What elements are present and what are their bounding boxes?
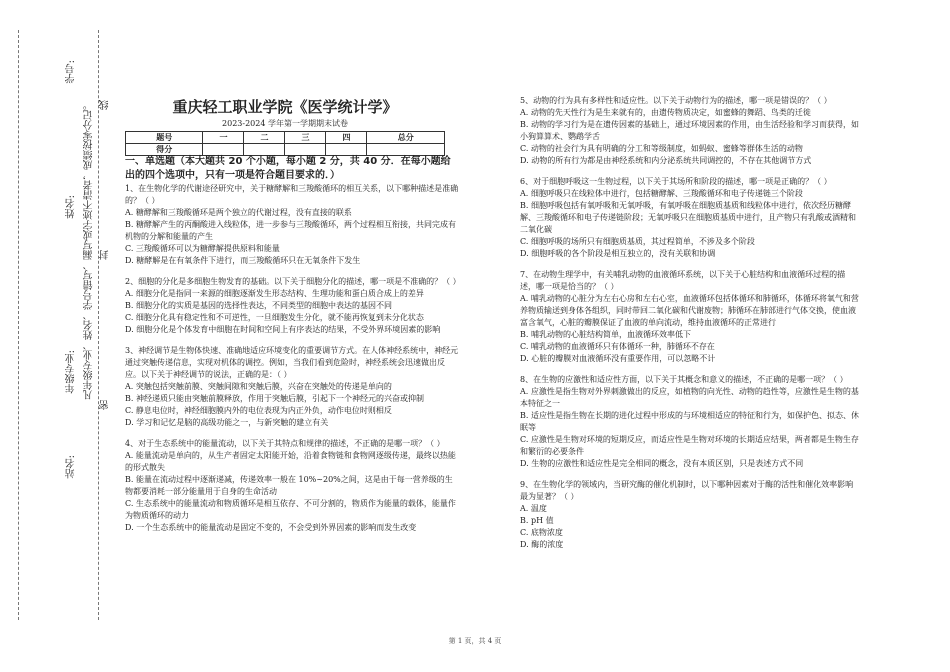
option-b: B. 神经递质只能由突触前膜释放，作用于突触后膜，引起下一个神经元的兴奋或抑制 [125, 394, 424, 403]
option-d: D. 细胞分化是个体发育中细胞在时间和空间上有序表达的结果，不受外界环境因素的影响 [125, 325, 441, 334]
question-stem: 4、对于生态系统中的能量流动，以下关于其特点和规律的描述，不正确的是哪一项？（ ） [125, 439, 445, 448]
question-stem: 5、动物的行为具有多样性和适应性。以下关于动物行为的描述，哪一项是错误的？（ ） [520, 96, 832, 105]
question-stem: 8、在生物的应激性和适应性方面，以下关于其概念和意义的描述，不正确的是哪一项？（ ） [520, 375, 848, 384]
option-d: D. 生物的应激性和适应性是完全相同的概念，没有本质区别，只是表述方式不同 [520, 459, 804, 468]
option-d: D. 酶的浓度 [520, 540, 564, 549]
option-a: A. 动物的先天性行为是生来就有的，由遗传物质决定，如蜜蜂的舞蹈、鸟类的迁徙 [520, 108, 811, 117]
option-d: D. 学习和记忆是脑的高级功能之一，与新突触的建立有关 [125, 418, 329, 427]
option-b: B. 能量在流动过程中逐渐递减，传递效率一般在 10%~20%之间，这是由于每一营养级的生物都要消耗一部分能量用于自身的生命活动 [125, 475, 453, 496]
margin-notice: 凡年级专业、姓名、学号错写、漏写或字迹不清者，成绩按零分记。 [84, 100, 95, 400]
score-table [125, 131, 445, 156]
question-3 [125, 345, 460, 429]
option-c: C. 生态系统中的能量流动和物质循环是相互依存、不可分割的，物质作为能量的载体，能量作为物质循环的动力 [125, 499, 456, 520]
option-a: A. 温度 [520, 504, 547, 513]
score-table-header-row [126, 132, 445, 144]
option-c: C. 细胞呼吸的场所只有细胞质基质，其过程简单，不涉及多个阶段 [520, 237, 755, 246]
question-stem: 7、在动物生理学中，有关哺乳动物的血液循环系统，以下关于心脏结构和血液循环过程的描述，哪一项是恰当的？（ ） [520, 270, 846, 291]
grade-major-label: 年级专业: [66, 350, 77, 394]
question-stem: 6、对于细胞呼吸这一生物过程，以下关于其场所和阶段的描述，哪一项是正确的？（ ） [520, 177, 832, 186]
score-header-cell: 总分 [367, 132, 445, 144]
score-table-score-row [126, 144, 445, 156]
seal-char-3: 密 [100, 400, 111, 410]
score-cell[interactable] [203, 144, 244, 156]
score-header-cell: 题号 [126, 132, 203, 144]
score-row-label: 得分 [126, 144, 203, 156]
option-b: B. 适应性是指生物在长期的进化过程中形成的与环境相适应的特征和行为，如保护色、拟态、休眠等 [520, 411, 859, 432]
binding-line-inner [18, 30, 19, 620]
section-heading: 一、单选题（本大题共 20 个小题，每小题 2 分，共 40 分．在每小题给出的四个选项中，只有一项是符合题目要求的．） [125, 156, 451, 181]
option-c: C. 细胞分化具有稳定性和不可逆性，一旦细胞发生分化，就不能再恢复到未分化状态 [125, 313, 424, 322]
score-header-cell: 四 [326, 132, 367, 144]
school-label: 站名: [66, 455, 77, 479]
question-stem: 2、细胞的分化是多细胞生物发育的基础。以下关于细胞分化的描述，哪一项是不准确的？（ ） [125, 277, 461, 286]
student-id-label: 学号: [66, 60, 77, 84]
binding-line-outer [98, 30, 99, 620]
option-a: A. 细胞呼吸只在线粒体中进行，包括糖酵解、三羧酸循环和电子传递链三个阶段 [520, 189, 803, 198]
name-label: 姓名: [66, 195, 77, 219]
option-a: A. 细胞分化是指同一来源的细胞逐渐发生形态结构、生理功能和蛋白质合成上的差异 [125, 289, 424, 298]
left-column [125, 155, 460, 534]
option-a: A. 哺乳动物的心脏分为左右心房和左右心室，血液循环包括体循环和肺循环，体循环将氧气和营养物质输送到身体各组织，同时带回二氧化碳和代谢废物；肺循环在肺部进行气体交换，使血液富含氧气，心脏的瓣膜保证了血液的单向流动，维持血液循环的正常进行 [520, 294, 859, 327]
question-7 [520, 269, 860, 365]
option-a: A. 能量流动是单向的，从生产者固定太阳能开始，沿着食物链和食物网逐级传递，最终以热能的形式散失 [125, 451, 456, 472]
option-c: C. 哺乳动物的血液循环只有体循环一种，肺循环不存在 [520, 342, 715, 351]
score-cell[interactable] [285, 144, 326, 156]
exam-subtitle: 2023-2024 学年第一学期期末试卷 [222, 119, 348, 128]
score-header-cell: 三 [285, 132, 326, 144]
question-stem: 3、神经调节是生物体快速、准确地适应环境变化的重要调节方式。在人体神经系统中，神经元通过突触传递信息，实现对机体的调控。例如，当我们看到危险时，神经系统会迅速做出反应。以下关于神经调节的说法，正确的是：（ ） [125, 346, 459, 379]
option-c: C. 三羧酸循环可以为糖酵解提供原料和能量 [125, 244, 280, 253]
score-cell[interactable] [367, 144, 445, 156]
seal-char-2: 封 [100, 250, 111, 260]
option-b: B. 哺乳动物的心脏结构简单，血液循环效率低下 [520, 330, 691, 339]
question-6 [520, 176, 860, 260]
option-d: D. 一个生态系统中的能量流动是固定不变的，不会受到外界因素的影响而发生改变 [125, 523, 417, 532]
question-9 [520, 479, 860, 551]
question-1 [125, 183, 460, 267]
score-cell[interactable] [326, 144, 367, 156]
option-b: B. 细胞分化的实质是基因的选择性表达，不同类型的细胞中表达的基因不同 [125, 301, 392, 310]
question-4 [125, 438, 460, 534]
option-a: A. 应激性是指生物对外界刺激做出的反应，如植物的向光性、动物的趋性等，应激性是生物的基本特征之一 [520, 387, 859, 408]
option-a: A. 糖酵解和三羧酸循环是两个独立的代谢过程，没有直接的联系 [125, 208, 352, 217]
score-header-cell: 一 [203, 132, 244, 144]
score-cell[interactable] [244, 144, 285, 156]
score-header-cell: 二 [244, 132, 285, 144]
page-number: 第 1 页，共 4 页 [448, 637, 502, 645]
option-b: B. 糖酵解产生的丙酮酸进入线粒体，进一步参与三羧酸循环，两个过程相互衔接，共同完成有机物的分解和能量的产生 [125, 220, 456, 241]
option-a: A. 突触包括突触前膜、突触间隙和突触后膜，兴奋在突触处的传递是单向的 [125, 382, 392, 391]
question-2 [125, 276, 460, 336]
right-column [520, 95, 860, 551]
option-d: D. 动物的所有行为都是由神经系统和内分泌系统共同调控的，不存在其他调节方式 [520, 156, 812, 165]
question-5 [520, 95, 860, 167]
option-d: D. 糖酵解是在有氧条件下进行，而三羧酸循环只在无氧条件下发生 [125, 256, 361, 265]
option-d: D. 细胞呼吸的各个阶段是相互独立的，没有关联和协调 [520, 249, 716, 258]
question-8 [520, 374, 860, 470]
option-c: C. 底物浓度 [520, 528, 563, 537]
exam-title: 重庆轻工职业学院《医学统计学》 [172, 98, 398, 116]
option-c: C. 应激性是生物对环境的短期反应，而适应性是生物对环境的长期适应结果，两者都是生物生存和繁衍的必要条件 [520, 435, 859, 456]
option-b: B. 细胞呼吸包括有氧呼吸和无氧呼吸，有氧呼吸在细胞质基质和线粒体中进行，依次经历糖酵解、三羧酸循环和电子传递链阶段；无氧呼吸只在细胞质基质中进行，且产物只有乳酸或酒精和二氧化碳 [520, 201, 856, 234]
question-stem: 9、在生物化学的领域内，当研究酶的催化机制时，以下哪种因素对于酶的活性和催化效率影响最为显著？（ ） [520, 480, 854, 501]
option-b: B. 动物的学习行为是在遗传因素的基础上，通过环境因素的作用，由生活经验和学习而获得，如小狗算算术、鹦鹉学舌 [520, 120, 859, 141]
option-c: C. 静息电位时，神经细胞膜内外的电位表现为内正外负，动作电位时则相反 [125, 406, 392, 415]
option-d: D. 心脏的瓣膜对血液循环没有重要作用，可以忽略不计 [520, 354, 716, 363]
seal-char-1: 线 [100, 100, 111, 110]
option-b: B. pH 值 [520, 516, 554, 525]
option-c: C. 动物的社会行为具有明确的分工和等级制度，如蚂蚁、蜜蜂等群体生活的动物 [520, 144, 803, 153]
question-stem: 1、在生物化学的代谢途径研究中，关于糖酵解和三羧酸循环的相互关系，以下哪种描述是准确的？（ ） [125, 184, 459, 205]
